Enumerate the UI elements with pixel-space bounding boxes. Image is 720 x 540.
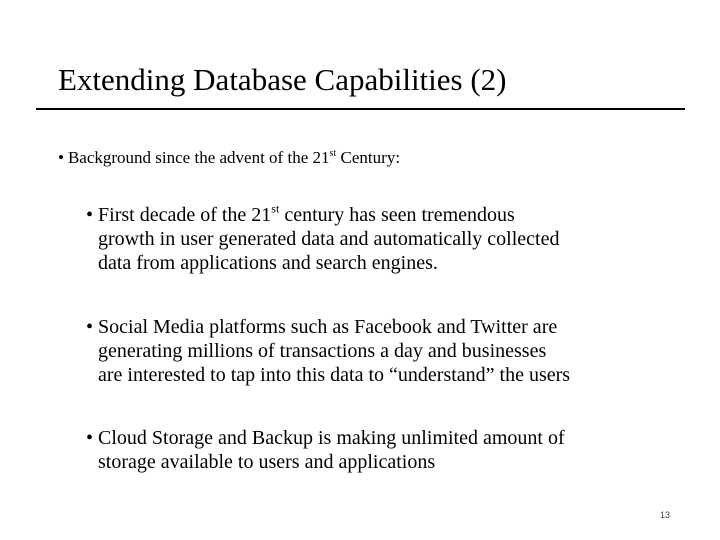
slide-title: Extending Database Capabilities (2): [58, 62, 507, 97]
bullet-line: [86, 315, 686, 339]
bullet-text: First decade of the 21: [98, 204, 272, 226]
intro-superscript: st: [329, 147, 337, 159]
bullet-line: storage available to users and applications: [98, 451, 436, 473]
bullet-line: growth in user generated data and automatically collected: [98, 228, 560, 250]
bullet-line: data from applications and search engines.: [98, 252, 438, 274]
page-number: 13: [659, 510, 670, 520]
bullet-line: [86, 426, 686, 450]
bullet-text: Social Media platforms such as Facebook and Twitter are: [98, 316, 558, 338]
intro-text-end: Century:: [336, 148, 401, 167]
bullet-icon: •: [58, 148, 64, 167]
sub-bullet-first-decade: [86, 203, 686, 275]
bullet-line: generating millions of transactions a day and businesses: [98, 340, 547, 362]
bullet-icon: •: [86, 316, 94, 338]
bullet-text: century has seen tremendous: [279, 204, 515, 226]
bullet-icon: •: [86, 204, 94, 226]
bullet-line: are interested to tap into this data to “understand” the users: [98, 364, 571, 386]
bullet-icon: •: [86, 427, 94, 449]
bullet-line: [86, 203, 686, 227]
sub-bullet-social-media: [86, 315, 686, 387]
intro-text: Background since the advent of the 21: [67, 148, 330, 167]
bullet-superscript: st: [271, 201, 280, 216]
sub-bullet-cloud-storage: [86, 426, 686, 474]
bullet-text: Cloud Storage and Backup is making unlimited amount of: [98, 427, 565, 449]
title-divider: [36, 108, 685, 110]
intro-bullet: [58, 146, 400, 170]
